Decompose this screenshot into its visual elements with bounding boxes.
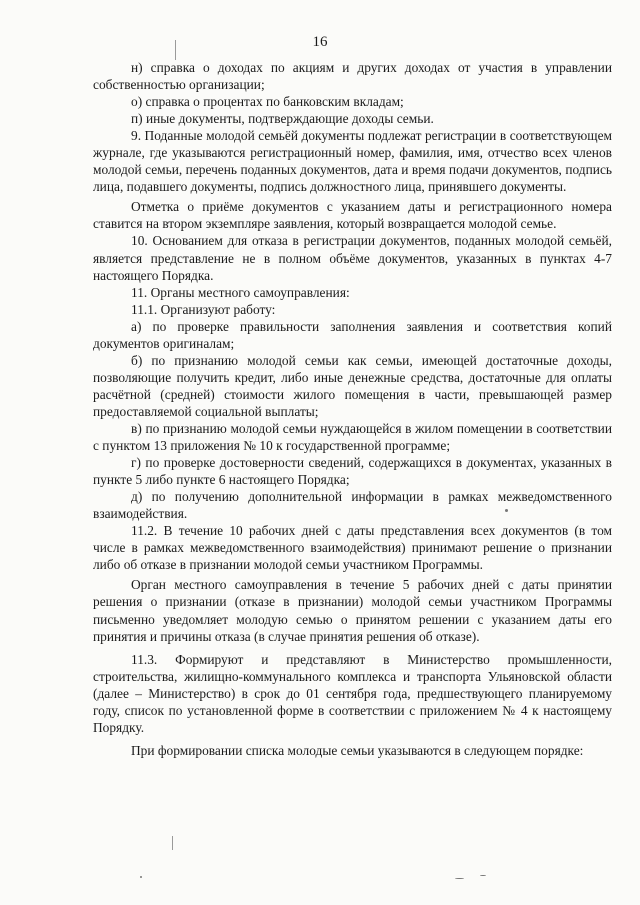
paragraph-receipt-mark: Отметка о приёме документов с указанием даты и регистрационного номера ставится на втором экземпляре заявления, который возвращается молодой семье. bbox=[93, 199, 612, 232]
list-item-g: г) по проверке достоверности сведений, содержащихся в документах, указанных в пункте 5 либо пункте 6 настоящего Порядка; bbox=[93, 455, 612, 488]
list-item-p: п) иные документы, подтверждающие доходы семьи. bbox=[131, 111, 434, 127]
document-body bbox=[93, 59, 612, 759]
list-item-n: н) справка о доходах по акциям и других доходах от участия в управлении собственностью организации; bbox=[93, 60, 612, 93]
list-item-v: в) по признанию молодой семьи нуждающейся в жилом помещении в соответствии с пунктом 13 приложения № 10 к государственной программе; bbox=[93, 420, 612, 454]
paragraph-11-1: 11.1. Организуют работу: bbox=[131, 301, 276, 317]
paragraph-9: 9. Поданные молодой семьёй документы подлежат регистрации в соответствующем журнале, где указываются регистрационный номер, фамилия, имя, отчество всех членов молодой семьи, перечень поданных документов, дата и время подачи документов, подпись лица, подавшего документы, подпись должностного лица, принявшего документы. bbox=[93, 128, 612, 195]
page-number: 16 bbox=[312, 34, 328, 50]
scan-artifact bbox=[480, 875, 486, 876]
paragraph-notification: Орган местного самоуправления в течение 5 рабочих дней с даты принятии решения о признании (отказе в признании) молодой семьи участником Программы письменно уведомляет молодую семью о принятом решении с указанием даты его принятия и причины отказа (в случае принятия решения об отказе). bbox=[93, 577, 612, 644]
scan-artifact bbox=[175, 40, 176, 60]
paragraph-11-3: 11.3. Формируют и представляют в Министерство промышленности, строительства, жилищно-коммунального комплекса и транспорта Ульяновской области (далее – Министерство) в срок до 01 сентября года, предшествующего планируемому году, список по установленной форме в соответствии с приложением № 4 к настоящему Порядку. bbox=[93, 651, 612, 735]
list-item-o: о) справка о процентах по банковским вкладам; bbox=[131, 94, 404, 110]
list-item-d: д) по получению дополнительной информации в рамках межведомственного взаимодействия. bbox=[93, 489, 612, 522]
scan-artifact bbox=[140, 876, 142, 878]
scan-artifact bbox=[172, 836, 173, 850]
paragraph-10: 10. Основанием для отказа в регистрации документов, поданных молодой семьёй, является представление не в полном объёме документов, указанных в пунктах 4-7 настоящего Порядка. bbox=[93, 233, 612, 283]
scan-artifact bbox=[455, 878, 464, 879]
paragraph-11: 11. Органы местного самоуправления: bbox=[131, 284, 350, 300]
list-item-b: б) по признанию молодой семьи как семьи, имеющей достаточные доходы, позволяющие получить кредит, либо иные денежные средства, достаточные для оплаты расчётной (средней) стоимости жилого помещения в части, превышающей размер предоставляемой социальной выплаты; bbox=[93, 352, 612, 419]
list-item-a: а) по проверке правильности заполнения заявления и соответствия копий документов оригиналам; bbox=[93, 318, 612, 351]
scan-artifact bbox=[505, 509, 508, 512]
paragraph-11-2: 11.2. В течение 10 рабочих дней с даты представления всех документов (в том числе в рамках межведомственного взаимодействия) принимают решение о признании либо об отказе в признании молодой семьи участником Программы. bbox=[93, 523, 612, 573]
paragraph-list-order: При формировании списка молодые семьи указываются в следующем порядке: bbox=[131, 742, 584, 758]
